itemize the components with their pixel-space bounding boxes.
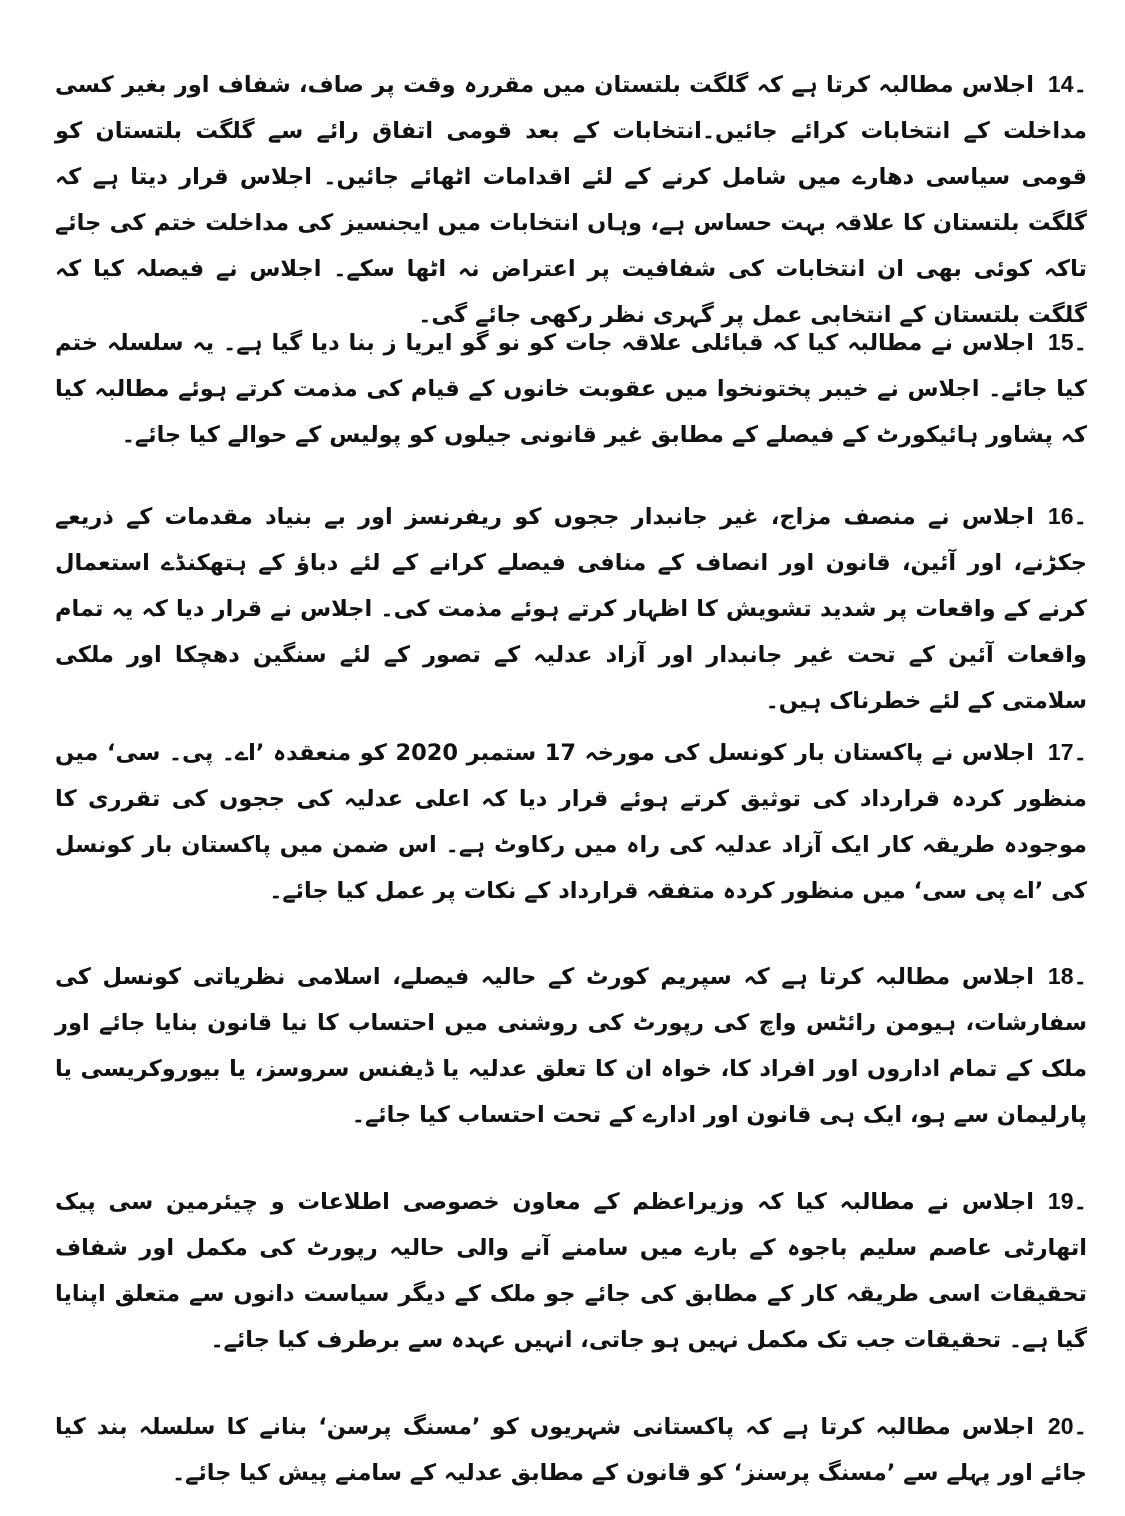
paragraph-16	[55, 493, 1087, 724]
paragraph-text: اجلاس نے منصف مزاج، غیر جانبدار ججوں کو ریفرنسز اور بے بنیاد مقدمات کے ذریعے جکڑنے، اور آئین، قانون اور انصاف کے منافی فیصلے کرانے کے لئے دباؤ کے ہتھکنڈے استعمال کرنے کے واقعات پر شدید تشویش کا اظہار کرتے ہوئے مذمت کی۔ اجلاس نے قرار دیا کہ یہ تمام واقعات آئین کے تحت غیر جانبدار اور آزاد عدلیہ کے تصور کے لئے سنگین دھچکا اور ملکی سلامتی کے لئے خطرناک ہیں۔	[55, 503, 1087, 714]
paragraph-text: اجلاس نے مطالبہ کیا کہ قبائلی علاقہ جات کو نو گو ایریا ز بنا دیا گیا ہے۔ یہ سلسلہ ختم کیا جائے۔ اجلاس نے خیبر پختونخوا میں عقوبت خانوں کے قیام کی مذمت کرتے ہوئے مطالبہ کیا کہ پشاور ہائیکورٹ کے فیصلے کے مطابق غیر قانونی جیلوں کو پولیس کے حوالے کیا جائے۔	[55, 329, 1087, 448]
paragraph-text: اجلاس مطالبہ کرتا ہے کہ پاکستانی شہریوں کو ’مسنگ پرسن‘ بنانے کا سلسلہ بند کیا جائے اور پہلے سے ’مسنگ پرسنز‘ کو قانون کے مطابق عدلیہ کے سامنے پیش کیا جائے۔	[55, 1413, 1087, 1486]
paragraph-number: 15۔	[1047, 328, 1087, 355]
paragraph-18	[55, 953, 1087, 1138]
paragraph-number: 20۔	[1047, 1412, 1087, 1439]
paragraph-number: 17۔	[1047, 738, 1087, 765]
paragraph-text: اجلاس مطالبہ کرتا ہے کہ گلگت بلتستان میں مقررہ وقت پر صاف، شفاف اور بغیر کسی مداخلت کے انتخابات کرائے جائیں۔انتخابات کے بعد قومی اتفاق رائے سے گلگت بلتستان کو قومی سیاسی دھارے میں شامل کرنے کے لئے اقدامات اٹھائے جائیں۔ اجلاس قرار دیتا ہے کہ گلگت بلتستان کا علاقہ بہت حساس ہے، وہاں انتخابات میں ایجنسیز کی مداخلت ختم کی جائے تاکہ کوئی بھی ان انتخابات کی شفافیت پر اعتراض نہ اٹھا سکے۔ اجلاس نے فیصلہ کیا کہ گلگت بلتستان کے انتخابی عمل پر گہری نظر رکھی جائے گی۔	[55, 71, 1087, 328]
paragraph-19	[55, 1178, 1087, 1363]
paragraph-number: 18۔	[1047, 962, 1087, 989]
paragraph-14	[55, 61, 1087, 338]
paragraph-17	[55, 729, 1087, 914]
paragraph-number: 16۔	[1047, 502, 1087, 529]
paragraph-text: اجلاس نے مطالبہ کیا کہ وزیراعظم کے معاون خصوصی اطلاعات و چیئرمین سی پیک اتھارٹی عاصم سلیم باجوہ کے بارے میں سامنے آنے والی حالیہ رپورٹ کی مکمل اور شفاف تحقیقات اسی طریقہ کار کے مطابق کی جائے جو ملک کے دیگر سیاست دانوں سے متعلق اپنایا گیا ہے۔ تحقیقات جب تک مکمل نہیں ہو جاتی، انہیں عہدہ سے برطرف کیا جائے۔	[55, 1188, 1087, 1353]
paragraph-number: 14۔	[1047, 70, 1087, 97]
paragraph-text: اجلاس مطالبہ کرتا ہے کہ سپریم کورٹ کے حالیہ فیصلے، اسلامی نظریاتی کونسل کی سفارشات، ہیومن رائٹس واچ کی رپورٹ کی روشنی میں احتساب کا نیا قانون بنایا جائے اور ملک کے تمام اداروں اور افراد کا، خواہ ان کا تعلق عدلیہ یا ڈیفنس سروسز، یا بیوروکریسی یا پارلیمان سے ہو، ایک ہی قانون اور ادارے کے تحت احتساب کیا جائے۔	[55, 963, 1087, 1128]
paragraph-number: 19۔	[1047, 1187, 1087, 1214]
paragraph-20	[55, 1403, 1087, 1496]
paragraph-text: اجلاس نے پاکستان بار کونسل کی مورخہ 17 ستمبر 2020 کو منعقدہ ’اے۔ پی۔ سی‘ میں منظور کردہ قرارداد کی توثیق کرتے ہوئے قرار دیا کہ اعلی عدلیہ کی ججوں کی تقرری کا موجودہ طریقہ کار ایک آزاد عدلیہ کی راہ میں رکاوٹ ہے۔ اس ضمن میں پاکستان بار کونسل کی ’اے پی سی‘ میں منظور کردہ متفقہ قرارداد کے نکات پر عمل کیا جائے۔	[55, 739, 1087, 904]
paragraph-15	[55, 319, 1087, 458]
